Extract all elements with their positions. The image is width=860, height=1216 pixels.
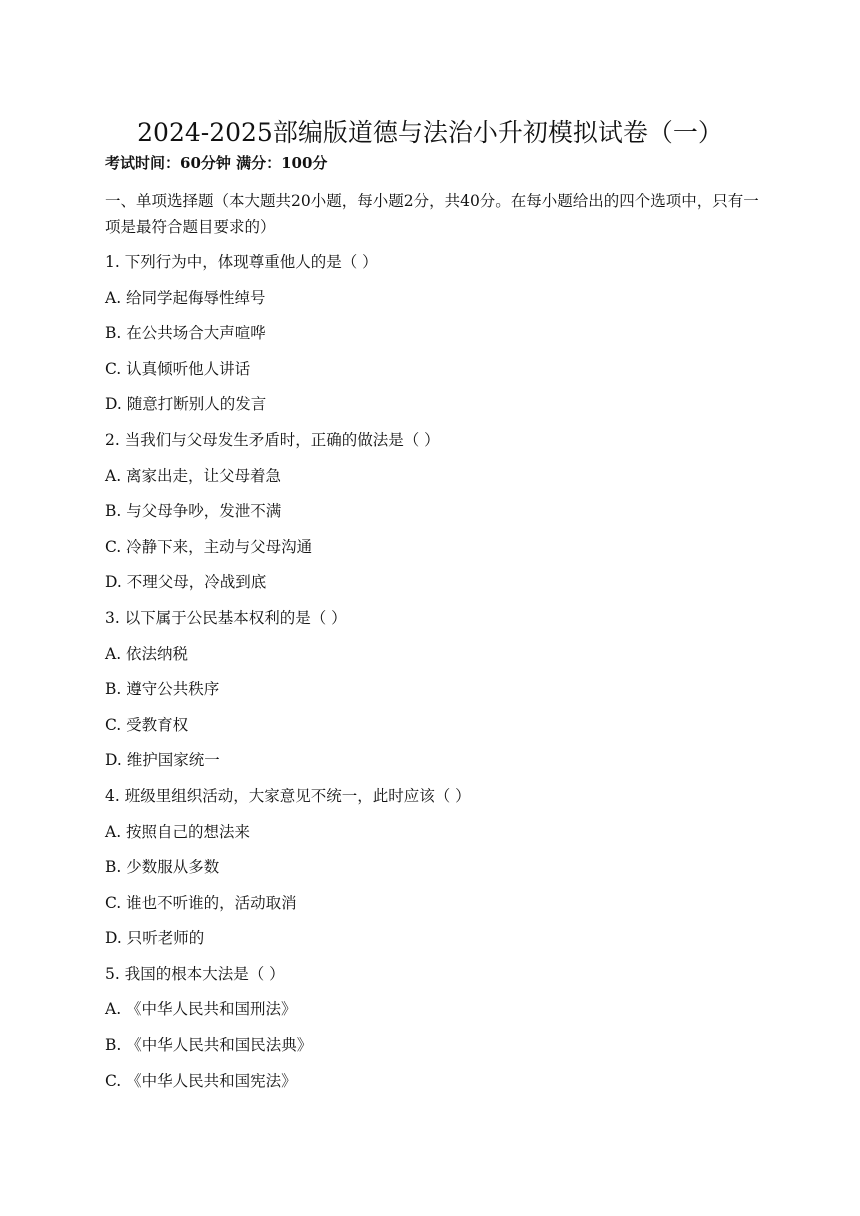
- answer-option: A. 《中华人民共和国刑法》: [105, 1000, 297, 1019]
- answer-option: C. 认真倾听他人讲话: [105, 359, 251, 378]
- answer-option: B. 在公共场合大声喧哗: [105, 324, 266, 343]
- exam-info: 考试时间：60分钟 满分：100分: [105, 154, 328, 172]
- answer-option: A. 依法纳税: [105, 644, 189, 663]
- question-stem: 2. 当我们与父母发生矛盾时，正确的做法是（ ）: [105, 430, 440, 449]
- answer-option: B. 遵守公共秩序: [105, 680, 220, 699]
- answer-option: C. 冷静下来，主动与父母沟通: [105, 537, 313, 556]
- answer-option: C. 谁也不听谁的，活动取消: [105, 893, 297, 912]
- answer-option: D. 只听老师的: [105, 929, 205, 948]
- section-intro: 一、单项选择题（本大题共20小题，每小题2分，共40分。在每小题给出的四个选项中，只有一项是最符合题目要求的）: [105, 192, 759, 236]
- answer-option: C. 受教育权: [105, 715, 189, 734]
- answer-option: B. 少数服从多数: [105, 858, 220, 877]
- answer-option: A. 离家出走，让父母着急: [105, 466, 282, 485]
- question-stem: 1. 下列行为中，体现尊重他人的是（ ）: [105, 253, 378, 271]
- answer-option: B. 《中华人民共和国民法典》: [105, 1036, 313, 1055]
- answer-option: A. 给同学起侮辱性绰号: [105, 288, 266, 307]
- answer-option: C. 《中华人民共和国宪法》: [105, 1071, 297, 1090]
- question-stem: 3. 以下属于公民基本权利的是（ ）: [105, 608, 347, 627]
- answer-option: D. 不理父母，冷战到底: [105, 573, 267, 592]
- question-list: [105, 250, 765, 1104]
- question-stem: 4. 班级里组织活动，大家意见不统一，此时应该（ ）: [105, 786, 471, 805]
- answer-option: A. 按照自己的想法来: [105, 822, 251, 841]
- document-title: 2024-2025部编版道德与法治小升初模拟试卷（一）: [137, 118, 723, 147]
- answer-option: D. 维护国家统一: [105, 751, 220, 770]
- answer-option: D. 随意打断别人的发言: [105, 395, 267, 414]
- answer-option: B. 与父母争吵，发泄不满: [105, 502, 282, 521]
- question-stem: 5. 我国的根本大法是（ ）: [105, 964, 285, 983]
